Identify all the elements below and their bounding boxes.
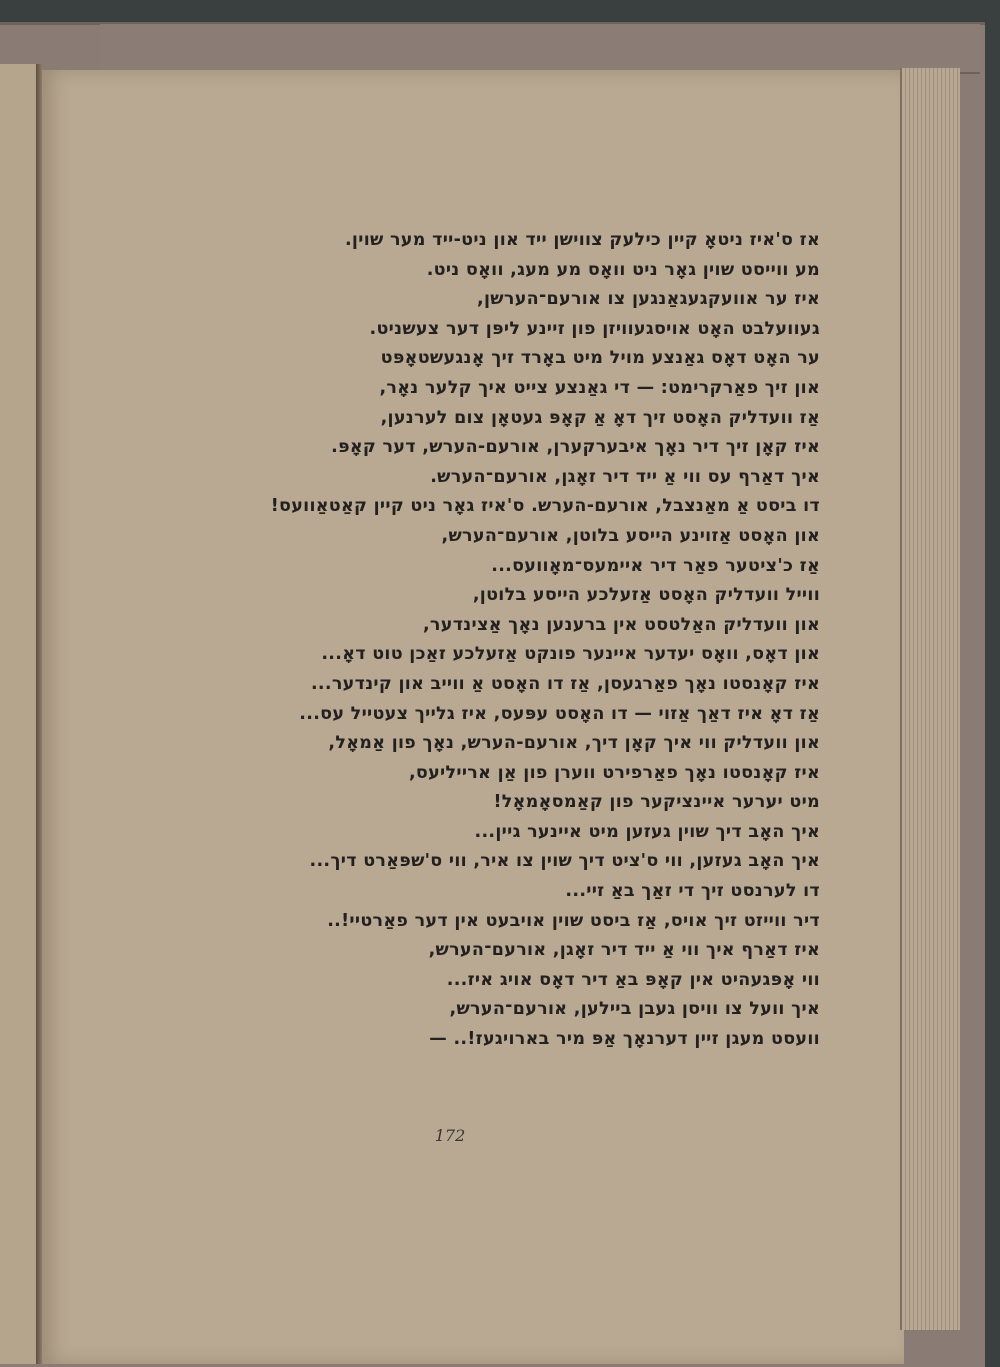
text-line: ער האָט דאָס גאַנצע מויל מיט באָרד זיך אָנגעשטאָפּט bbox=[380, 348, 820, 369]
text-line: איז קאָנסטו נאָך פאַרגעסן, אַז דו האָסט אַ ווייב און קינדער... bbox=[310, 673, 820, 694]
text-line: איז ער אוועקגעגאַנגען צו אורעם־הערשן, bbox=[477, 289, 820, 310]
text-line: אז ס'איז ניטאָ קיין כילעק צווישן ייד און ניט-ייד מער שוין. bbox=[344, 230, 820, 250]
text-line: איך דאַרף עס ווי אַ ייד דיר זאָגן, אורעם־הערש. bbox=[430, 466, 820, 487]
text-line: מע ווייסט שוין גאָר ניט וואָס מע מעג, וואָס ניט. bbox=[426, 259, 820, 280]
book-cover-top-edge bbox=[100, 24, 980, 74]
text-line: דו לערנסט זיך די זאַך באַ זיי... bbox=[565, 881, 820, 902]
text-line: דיר ווייזט זיך אויס, אַז ביסט שוין אויבעט אין דער פאַרטיי!.. bbox=[327, 910, 820, 931]
text-line: איך האָב דיך שוין געזען מיט איינער גיין... bbox=[474, 821, 820, 842]
text-line: אַז דאָ איז דאַך אַזוי — דו האָסט עפּעס, איז גלייך צעטייל עס... bbox=[299, 703, 820, 724]
poem-text-block bbox=[100, 226, 820, 1055]
page-stack-edges bbox=[900, 68, 960, 1330]
text-line: און וועדליק ווי איך קאָן דיך, אורעם-הערש, נאָך פון אַמאָל, bbox=[328, 733, 820, 754]
text-line: און האָסט אַזוינע הייסע בלוטן, אורעם־הערש, bbox=[441, 525, 820, 546]
text-line: אַז כ'ציטער פאַר דיר איימעס־מאָוועס... bbox=[491, 555, 820, 576]
text-line: ווי אָפּגעהיט אין קאָפּ באַ דיר דאָס אויג איז... bbox=[446, 969, 820, 990]
text-line: דו ביסט אַ מאַנצבל, אורעם-הערש. ס'איז גאָר ניט קיין קאַטאַוועס! bbox=[270, 496, 820, 517]
text-line: אַז וועדליק האָסט זיך דאָ אַ קאָפּ געטאָן צום לערנען, bbox=[380, 407, 820, 428]
text-line: איז קאָנסטו נאָך פאַרפירט ווערן פון אַן ארייליעס, bbox=[408, 762, 820, 783]
text-line: איך האָב געזען, ווי ס'ציט דיך שוין צו איר, ווי ס'שפּאַרט דיך... bbox=[309, 851, 820, 872]
text-line: געוועלבט האָט אויסגעוויזן פון זיינע ליפּן דער צעשניט. bbox=[369, 318, 820, 339]
text-line: און וועדליק האַלטסט אין ברענען נאָך אַצינדער, bbox=[422, 614, 820, 635]
text-line: מיט יערער איינציקער פון קאַמסאָמאָל! bbox=[493, 792, 820, 813]
text-line: וועסט מעגן זיין דערנאָך אַפּ מיר בארויגעז!.. — bbox=[429, 1029, 820, 1050]
text-line: און זיך פאַרקרימט: — די גאַנצע צייט איך קלער נאָר, bbox=[379, 377, 820, 398]
text-line: ווייל וועדליק האָסט אַזעלכע הייסע בלוטן, bbox=[472, 585, 820, 606]
text-line: איך וועל צו וויסן געבן ביילען, אורעם־הערש, bbox=[449, 999, 820, 1020]
page-number: 172 bbox=[434, 1126, 466, 1145]
text-line: איז דאַרף איך ווי אַ ייד דיר זאָגן, אורעם־הערש, bbox=[428, 940, 820, 961]
left-page-edge bbox=[0, 64, 40, 1364]
text-line: איז קאָן זיך דיר נאָך איבערקערן, אורעם-הערש, דער קאָפּ. bbox=[331, 437, 820, 458]
text-line: און דאָס, וואָס יעדער איינער פונקט אַזעלכע זאַכן טוט דאָ... bbox=[321, 644, 820, 665]
